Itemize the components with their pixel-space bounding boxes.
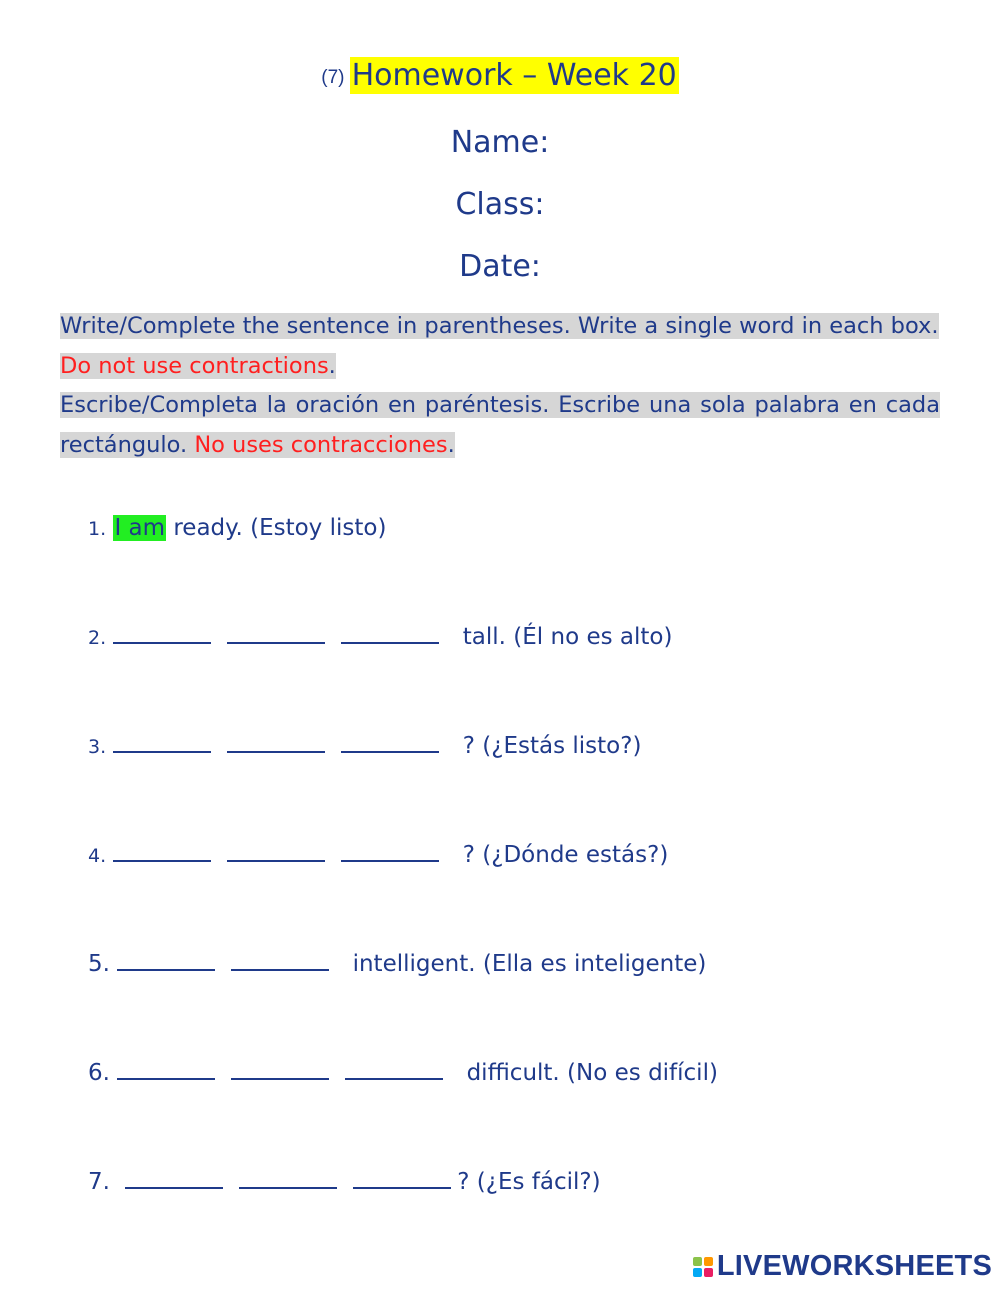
question-number: 6.	[88, 1060, 110, 1086]
instructions-es-warning: No uses contracciones	[194, 431, 448, 458]
question-number: 1.	[88, 518, 107, 540]
liveworksheets-logo[interactable]	[693, 1250, 992, 1283]
answer-blank[interactable]	[113, 624, 211, 644]
date-label: Date:	[459, 249, 541, 284]
answer-blank[interactable]	[239, 1169, 337, 1189]
answer-blank[interactable]	[227, 624, 325, 644]
answer-blank[interactable]	[227, 733, 325, 753]
answer-blank[interactable]	[345, 1060, 443, 1080]
answer-blank[interactable]	[341, 733, 439, 753]
question-7	[88, 1169, 601, 1195]
instructions-english	[60, 307, 940, 386]
instructions-block	[60, 307, 940, 465]
instructions-en-text: Write/Complete the sentence in parentheses. Write a single word in each box.	[60, 313, 939, 339]
worksheet-number: (7)	[321, 67, 345, 88]
question-text: ? (¿Es fácil?)	[457, 1169, 601, 1195]
instructions-en-period: .	[328, 352, 336, 379]
question-text: difficult. (No es difícil)	[466, 1060, 718, 1086]
liveworksheets-logo-icon	[693, 1257, 713, 1277]
liveworksheets-logo-text: LIVEWORKSHEETS	[716, 1250, 992, 1282]
instructions-es-text: Escribe/Completa la oración en paréntesis. Escribe una sola palabra en cada rectángulo.	[60, 392, 940, 458]
question-4	[88, 842, 668, 868]
answer-blank[interactable]	[341, 624, 439, 644]
answer-blank[interactable]	[353, 1169, 451, 1189]
answer-blank[interactable]	[117, 951, 215, 971]
question-number: 3.	[88, 736, 107, 758]
answer-blank[interactable]	[125, 1169, 223, 1189]
answer-blank[interactable]	[113, 733, 211, 753]
logo-square	[693, 1268, 702, 1277]
question-6	[88, 1060, 718, 1086]
question-1	[88, 515, 386, 541]
answer-blank[interactable]	[117, 1060, 215, 1080]
class-label: Class:	[455, 187, 545, 222]
name-label: Name:	[450, 125, 550, 160]
question-text: ? (¿Estás listo?)	[462, 733, 642, 759]
worksheet-title-line	[0, 58, 1000, 93]
answer-box-1[interactable]: I am	[114, 515, 166, 541]
answer-blank[interactable]	[231, 951, 329, 971]
question-number: 2.	[88, 627, 107, 649]
answer-blank[interactable]	[227, 842, 325, 862]
question-number: 5.	[88, 951, 110, 977]
question-text: ? (¿Dónde estás?)	[462, 842, 669, 868]
question-3	[88, 733, 641, 759]
question-2	[88, 624, 672, 650]
logo-square	[704, 1257, 713, 1266]
question-text: tall. (Él no es alto)	[462, 624, 673, 650]
question-text: intelligent. (Ella es inteligente)	[352, 951, 707, 977]
question-number: 4.	[88, 845, 107, 867]
instructions-spanish	[60, 386, 940, 465]
question-text: ready. (Estoy listo)	[173, 515, 387, 541]
answer-blank[interactable]	[341, 842, 439, 862]
question-5	[88, 951, 706, 977]
logo-square	[693, 1257, 702, 1266]
question-number: 7.	[88, 1169, 110, 1195]
instructions-es-period: .	[447, 431, 455, 458]
worksheet-title: Homework – Week 20	[351, 58, 677, 93]
answer-blank[interactable]	[113, 842, 211, 862]
instructions-en-warning: Do not use contractions	[60, 352, 329, 379]
answer-blank[interactable]	[231, 1060, 329, 1080]
logo-square	[704, 1268, 713, 1277]
